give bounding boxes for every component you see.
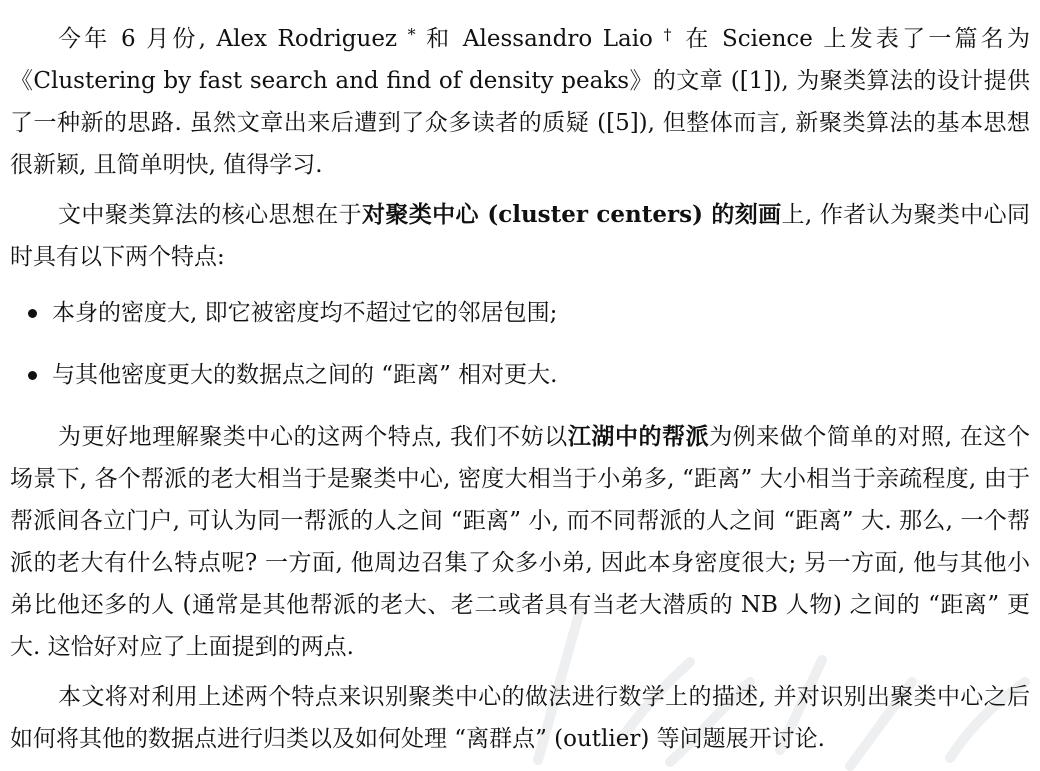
paragraph-4 xyxy=(10,676,1030,760)
feature-list xyxy=(10,292,1030,396)
document-body xyxy=(10,18,1030,760)
paragraph-1 xyxy=(10,18,1030,186)
paragraph-2-text-1: 文中聚类算法的核心思想在于 xyxy=(58,202,363,228)
paragraph-2-bold: 对聚类中心 (cluster centers) 的刻画 xyxy=(362,201,782,228)
paragraph-3-text-2: 为例来做个简单的对照, 在这个场景下, 各个帮派的老大相当于是聚类中心, 密度大相当于小弟多, “距离” 大小相当于亲疏程度, 由于帮派间各立门户, 可认为同一帮派的人之间 “距离” 小, 而不同帮派的人之间 “距离” 大. 那么, 一个帮派的老大有什么特点呢? 一方面, 他周边召集了众多小弟, 因此本身密度很大; 另一方面, 他与其他小弟比他还多的人 (通常是其他帮派的老大、老二或者具有当老大潜质的 NB 人物) 之间的 “距离” 更大. 这恰好对应了上面提到的两点. xyxy=(10,424,1031,660)
paragraph-3-bold: 江湖中的帮派 xyxy=(567,423,710,450)
bullet-icon xyxy=(28,309,37,318)
paragraph-1-text-1: 今年 6 月份, Alex Rodriguez xyxy=(58,26,408,52)
dagger-symbol: † xyxy=(663,25,675,44)
paragraph-2-text-2: 上, 作者认为聚类中心同时具有以下两个特点: xyxy=(10,202,1030,270)
paragraph-4-text-1: 本文将对利用上述两个特点来识别聚类中心的做法进行数学上的描述, 并对识别出聚类中心之后如何将其他的数据点进行归类以及如何处理 “离群点” (outlier) 等问题展开讨论. xyxy=(10,684,1030,752)
list-item-text: 与其他密度更大的数据点之间的 “距离” 相对更大. xyxy=(52,362,558,388)
paragraph-2 xyxy=(10,194,1030,278)
paragraph-1-text-3: 在 Science 上发表了一篇名为《Clustering by fast search and find of density peaks》的文章 ([1]), 为聚类算法的设计提供了一种新的思路. 虽然文章出来后遭到了众多读者的质疑 ([5]), 但整体而言, 新聚类算法的基本思想很新颖, 且简单明快, 值得学习. xyxy=(10,26,1031,178)
list-item xyxy=(10,354,1030,396)
paragraph-1-text-2: 和 Alessandro Laio xyxy=(415,26,664,52)
bullet-icon xyxy=(28,371,37,380)
paragraph-3 xyxy=(10,416,1030,668)
asterisk-symbol: * xyxy=(407,25,416,44)
list-item xyxy=(10,292,1030,334)
list-item-text: 本身的密度大, 即它被密度均不超过它的邻居包围; xyxy=(52,300,558,326)
paragraph-3-text-1: 为更好地理解聚类中心的这两个特点, 我们不妨以 xyxy=(58,424,568,450)
